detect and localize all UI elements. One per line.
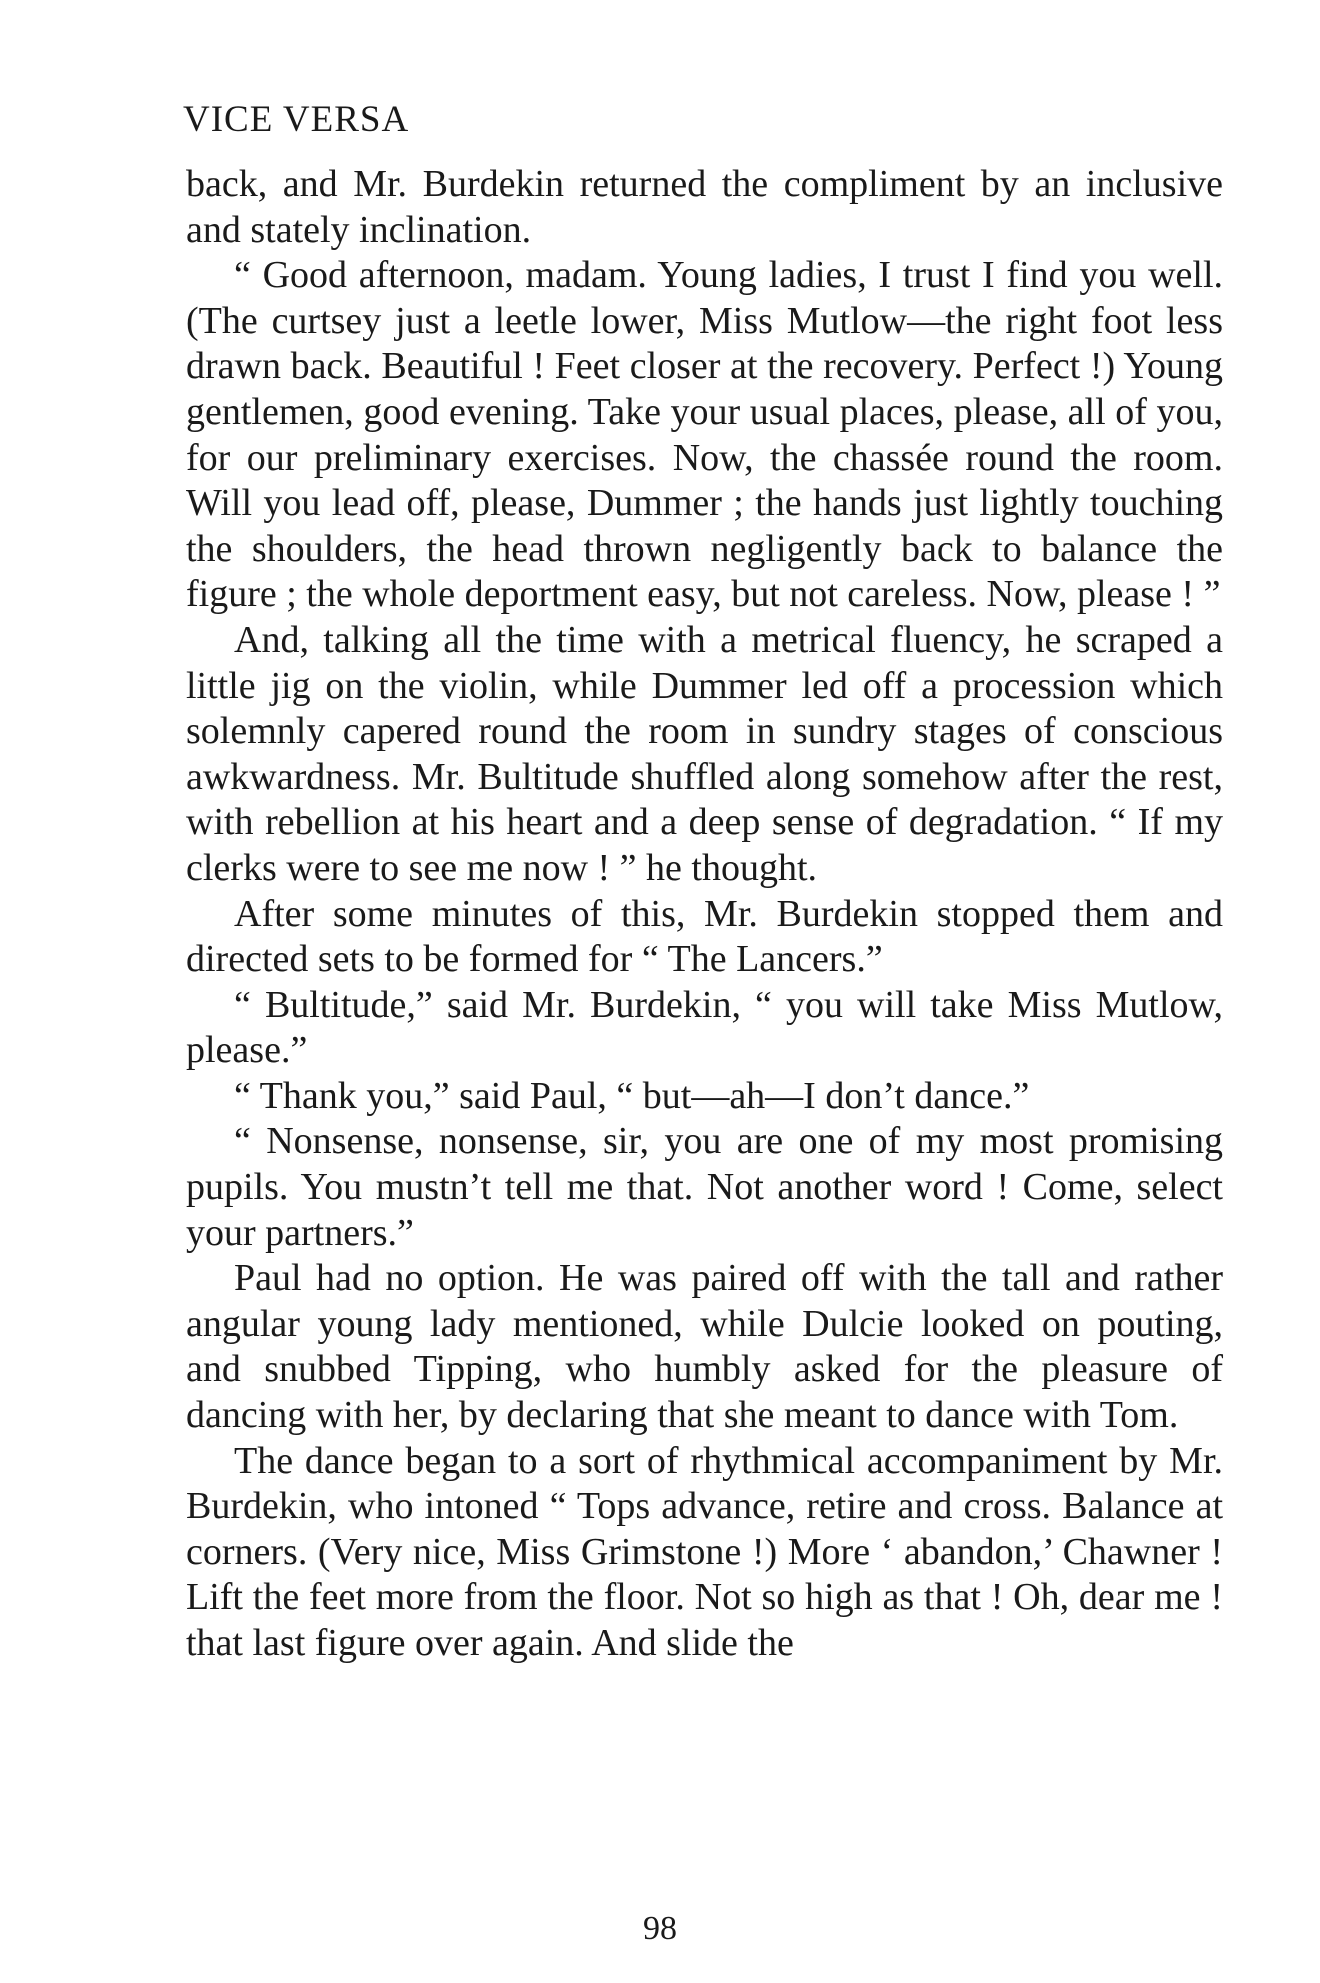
body-text: [186, 162, 1223, 1667]
paragraph: “ Good afternoon, madam. Young ladies, I trust I find you well. (The curtsey just a leetle lower, Miss Mutlow—the right foot less drawn back. Beautiful ! Feet closer at the recovery. Perfect !) Young gentlemen, good evening. Take your usual places, please, all of you, for our preliminary exercises. Now, the chassée round the room. Will you lead off, please, Dummer ; the hands just lightly touching the shoulders, the head thrown negligently back to balance the figure ; the whole deportment easy, but not careless. Now, please ! ”: [186, 254, 1223, 616]
paragraph: And, talking all the time with a metrical fluency, he scraped a little jig on the violin, while Dummer led off a procession which solemnly capered round the room in sundry stages of conscious awkwardness. Mr. Bultitude shuffled along somehow after the rest, with rebellion at his heart and a deep sense of degradation. “ If my clerks were to see me now ! ” he thought.: [186, 618, 1223, 889]
paragraph: “ Nonsense, nonsense, sir, you are one of my most promising pupils. You mustn’t tell me that. Not another word ! Come, select your partners.”: [186, 1120, 1223, 1254]
paragraph: back, and Mr. Burdekin returned the compliment by an inclusive and stately inclination.: [186, 163, 1223, 251]
page-number: 98: [643, 1910, 677, 1947]
paragraph: After some minutes of this, Mr. Burdekin stopped them and directed sets to be formed for “ The Lancers.”: [186, 892, 1223, 981]
paragraph: “ Thank you,” said Paul, “ but—ah—I don’t dance.”: [234, 1074, 1030, 1117]
paragraph: Paul had no option. He was paired off with the tall and rather angular young lady mentioned, while Dulcie looked on pouting, and snubbed Tipping, who humbly asked for the pleasure of dancing with her, by declaring that she meant to dance with Tom.: [186, 1257, 1223, 1437]
paragraph: The dance began to a sort of rhythmical accompaniment by Mr. Burdekin, who intoned “ Tops advance, retire and cross. Balance at corners. (Very nice, Miss Grimstone !) More ‘ abandon,’ Chawner ! Lift the feet more from the floor. Not so high as that ! Oh, dear me ! that last figure over again. And slide the: [186, 1439, 1223, 1664]
running-head: VICE VERSA: [183, 99, 410, 140]
paragraph: “ Bultitude,” said Mr. Burdekin, “ you will take Miss Mutlow, please.”: [186, 983, 1223, 1072]
